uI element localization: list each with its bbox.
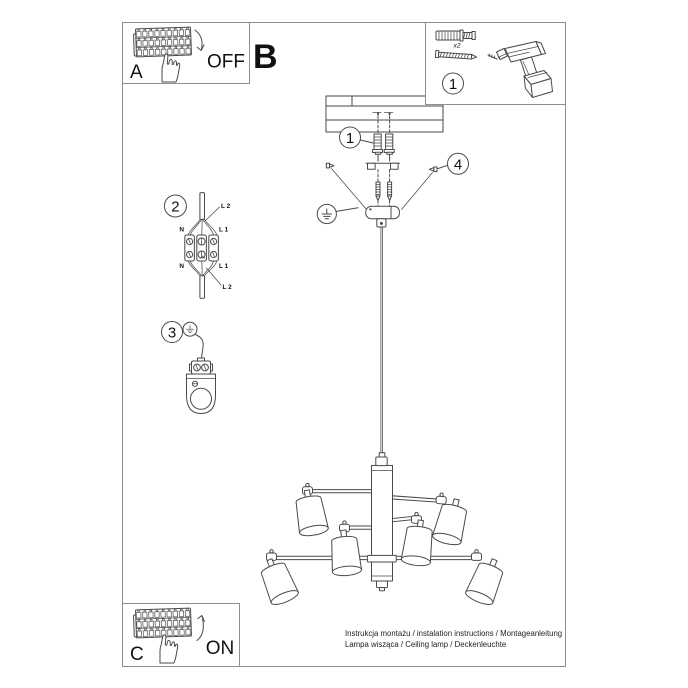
wall-anchor-right [384,134,394,153]
footer-text [345,628,562,650]
lamp-shade-bottom-left [256,554,300,607]
supply-cable-top [200,193,205,220]
callout-1-tools-number: 1 [448,76,458,93]
step-b-letter: B [253,38,278,76]
breaker-panel-icon [133,27,191,57]
pressing-hand-icon [160,635,178,663]
lamp-bottom-collar [367,555,396,562]
lamp-arm-upper-right [392,496,438,502]
side-screw-right [429,167,437,172]
earth-wire [196,335,204,360]
mounting-bracket [366,163,400,169]
callout-1-tools [443,73,464,94]
label-line2-top: L 2 [221,203,231,210]
step-a-letter: A [130,62,143,83]
tools-required-box [425,22,566,105]
suspension-cable [381,227,383,457]
rotate-up-arrow-icon [197,616,204,641]
wall-plug-icon [436,30,475,41]
label-line1-top: L 1 [219,226,229,234]
ground-symbol-small [183,322,197,336]
on-label: ON [205,638,235,659]
callout-4-number: 4 [453,156,463,174]
canopy-screws [376,182,392,201]
callout-2-number: 2 [171,198,180,216]
lamp-arm-mid-left [349,526,373,529]
earth-connection-step [162,322,216,414]
lamp-central-tube [372,466,393,582]
lamp-top-cap [376,457,387,466]
label-line2-bottom: L 2 [222,284,232,291]
callout-1 [340,127,374,148]
tools-illustration [426,23,565,104]
label-line1-bottom: L 1 [219,263,229,270]
rotate-down-arrow-icon [195,30,204,51]
wiring-diagram [164,193,232,299]
lamp-bottom-knob [377,581,388,588]
anchor-screws [375,152,392,158]
label-neutral-bottom: N [179,263,184,270]
screw-guide-lines [332,169,433,210]
power-on-illustration [123,604,239,666]
pressing-hand-icon [162,54,180,82]
pendant-lamp [256,453,508,607]
side-screw-left [326,163,334,168]
supply-cable-bottom [200,276,205,298]
terminal-block [185,235,219,261]
label-neutral-top: N [179,226,184,234]
footer-line-1: Instrukcja montażu / instalation instructions / Montageanleitung [345,629,563,638]
lamp-shade-bottom-right [464,554,508,607]
step-a-power-off-box [122,22,250,84]
lamp-shade-mid-left [329,529,362,577]
step-c-power-on-box [122,603,240,667]
step-c-letter: C [130,644,144,665]
callout-3-number: 3 [167,324,177,342]
lamp-shade-upper-left [292,488,329,538]
ceiling-canopy [366,206,400,227]
power-off-illustration [123,23,249,83]
callout-1-number: 1 [345,130,355,147]
lamp-arm-mid-right [392,516,413,521]
mounting-screw-icon [435,50,476,60]
off-label: OFF [207,51,245,73]
callout-4 [437,153,468,174]
dowel-qty-label: x2 [453,42,461,50]
earth-terminal [190,358,213,374]
breaker-panel-icon [133,608,191,638]
lamp-arm-upper-left [311,490,372,493]
wall-anchor-left [373,134,383,153]
canopy-bracket [187,374,216,414]
ground-symbol-main [317,204,358,223]
lamp-shade-mid-right [401,518,436,567]
lamp-joint [436,493,447,505]
lamp-joint [472,550,482,561]
footer-line-2: Lampa wisząca / Ceiling lamp / Deckenleuchte [345,640,507,649]
drill-icon [488,42,553,98]
